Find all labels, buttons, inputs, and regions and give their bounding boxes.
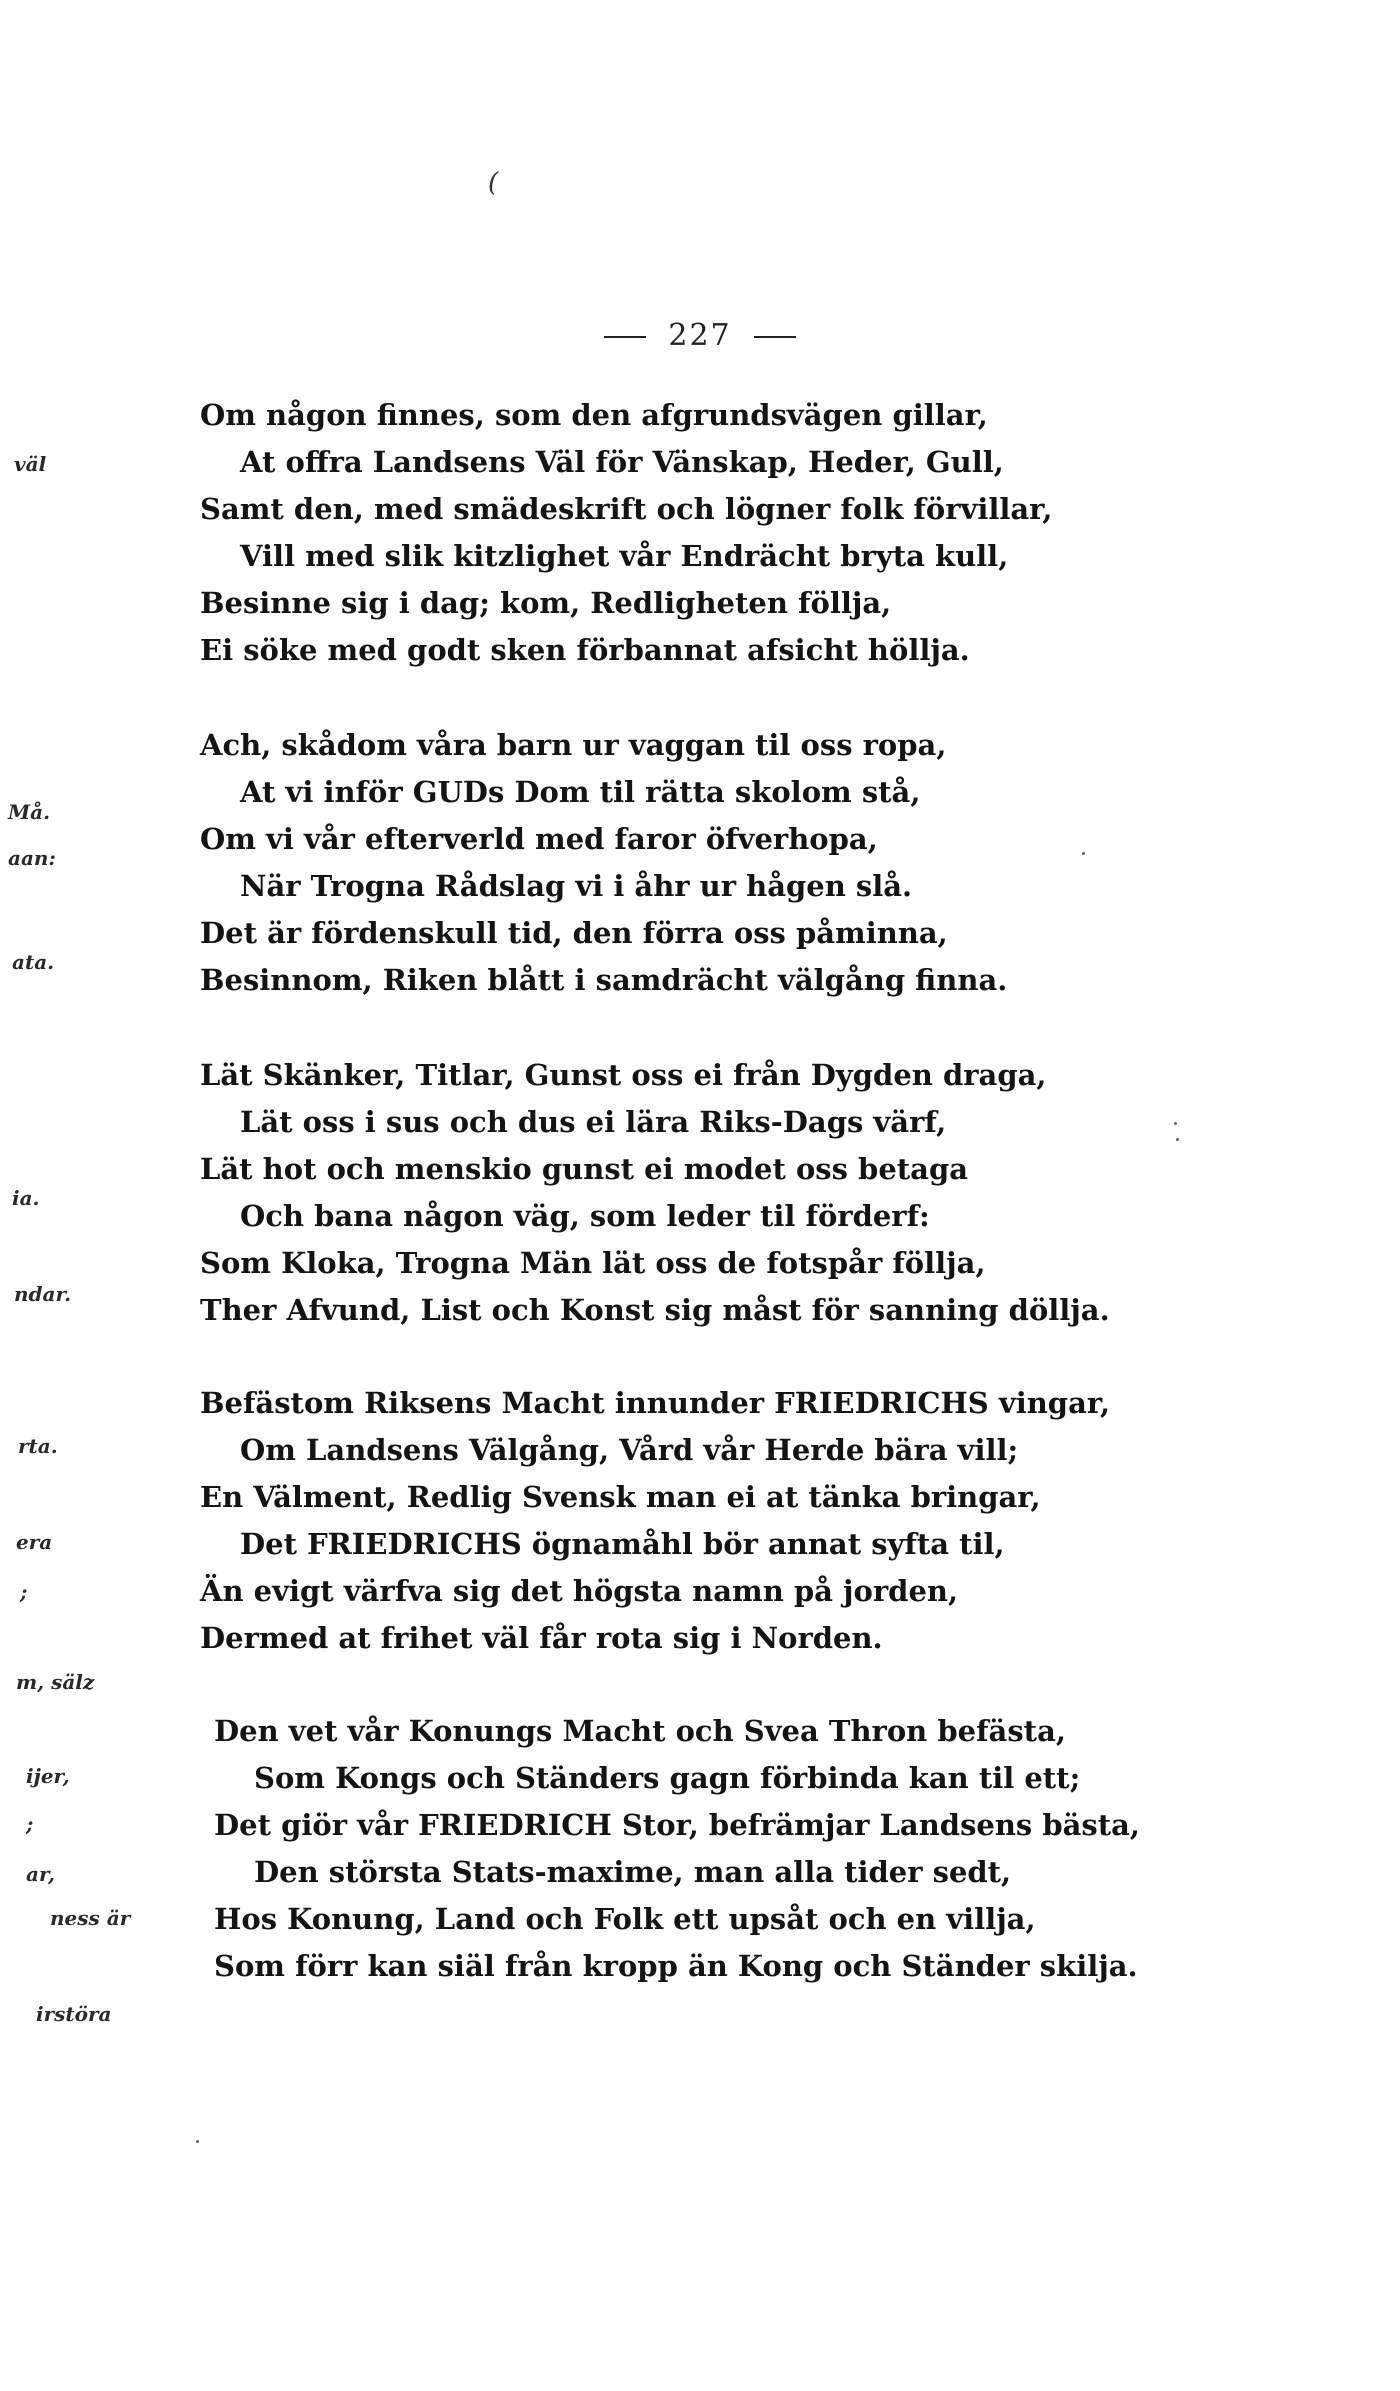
verse-line: När Trogna Rådslag vi i åhr ur hågen slå. <box>240 869 913 903</box>
verse-line: Befästom Riksens Macht innunder FRIEDRICHS vingar, <box>200 1386 1111 1420</box>
verse-line: Vill med slik kitzlighet vår Endrächt bryta kull, <box>240 539 1009 573</box>
verse-line: Om vi vår efterverld med faror öfverhopa, <box>200 822 878 856</box>
margin-fragment: era <box>16 1530 53 1554</box>
right-dash <box>754 336 796 338</box>
verse-line: Lät Skänker, Titlar, Gunst oss ei från Dygden draga, <box>200 1058 1047 1092</box>
verse-line: Om Landsens Välgång, Vård vår Herde bära vill; <box>240 1433 1019 1467</box>
margin-fragment: rta. <box>18 1434 58 1458</box>
margin-fragment: ata. <box>12 950 55 974</box>
margin-fragment: ndar. <box>14 1282 72 1306</box>
page-number: 227 <box>668 318 732 353</box>
margin-fragment: aan: <box>8 846 56 870</box>
stanza-4 <box>200 1380 1220 1662</box>
verse-line: Ach, skådom våra barn ur vaggan til oss ropa, <box>200 728 947 762</box>
scan-speck <box>1176 1138 1179 1141</box>
verse-line: Ther Afvund, List och Konst sig måst för sanning döllja. <box>200 1293 1110 1327</box>
margin-fragment: ia. <box>12 1186 40 1210</box>
verse-line: Lät oss i sus och dus ei lära Riks-Dags värf, <box>240 1105 947 1139</box>
scan-speck <box>196 2140 199 2143</box>
verse-line: Den vet vår Konungs Macht och Svea Thron befästa, <box>214 1714 1066 1748</box>
verse-line: Än evigt värfva sig det högsta namn på jorden, <box>200 1574 959 1608</box>
verse-line: Lät hot och menskio gunst ei modet oss betaga <box>200 1152 969 1186</box>
verse-line: Den största Stats-maxime, man alla tider sedt, <box>254 1855 1012 1889</box>
stanza-5 <box>214 1708 1234 1990</box>
stanza-2 <box>200 722 1220 1004</box>
verse-line: Om någon finnes, som den afgrundsvägen gillar, <box>200 398 988 432</box>
margin-fragment: ar, <box>26 1862 56 1886</box>
verse-line: En Välment, Redlig Svensk man ei at tänka bringar, <box>200 1480 1041 1514</box>
margin-fragment: m, sälz <box>16 1670 95 1694</box>
verse-line: Samt den, med smädeskrift och lögner folk förvillar, <box>200 492 1053 526</box>
verse-line: Som förr kan siäl från kropp än Kong och Ständer skilja. <box>214 1949 1138 1983</box>
verse-line: At offra Landsens Väl för Vänskap, Heder, Gull, <box>240 445 1004 479</box>
page-number-header <box>0 318 1400 353</box>
left-dash <box>604 336 646 338</box>
verse-line: Det giör vår FRIEDRICH Stor, befrämjar Landsens bästa, <box>214 1808 1141 1842</box>
verse-line: At vi inför GUDs Dom til rätta skolom stå, <box>240 775 921 809</box>
stray-mark: ( <box>488 168 499 198</box>
margin-fragment: irstöra <box>36 2002 112 2026</box>
verse-line: Hos Konung, Land och Folk ett upsåt och en villja, <box>214 1902 1036 1936</box>
verse-line: Dermed at frihet väl får rota sig i Norden. <box>200 1621 883 1655</box>
margin-fragment: väl <box>14 452 47 476</box>
margin-fragment: ijer, <box>26 1764 70 1788</box>
scan-speck <box>1174 1122 1177 1125</box>
margin-fragment: ness är <box>50 1906 131 1930</box>
verse-line: Besinnom, Riken blått i samdrächt välgång finna. <box>200 963 1008 997</box>
stanza-3 <box>200 1052 1220 1334</box>
margin-fragment: ; <box>26 1812 34 1836</box>
margin-fragment: Må. <box>8 800 51 824</box>
verse-line: Besinne sig i dag; kom, Redligheten föllja, <box>200 586 892 620</box>
verse-line: Det FRIEDRICHS ögnamåhl bör annat syfta til, <box>240 1527 1005 1561</box>
verse-line: Det är fördenskull tid, den förra oss påminna, <box>200 916 948 950</box>
verse-line: Som Kongs och Ständers gagn förbinda kan til ett; <box>254 1761 1081 1795</box>
scan-speck <box>1082 852 1085 855</box>
verse-line: Ei söke med godt sken förbannat afsicht höllja. <box>200 633 970 667</box>
margin-fragment: ; <box>20 1580 28 1604</box>
verse-line: Som Kloka, Trogna Män lät oss de fotspår föllja, <box>200 1246 986 1280</box>
stanza-1 <box>200 392 1220 674</box>
verse-line: Och bana någon väg, som leder til förderf: <box>240 1199 930 1233</box>
